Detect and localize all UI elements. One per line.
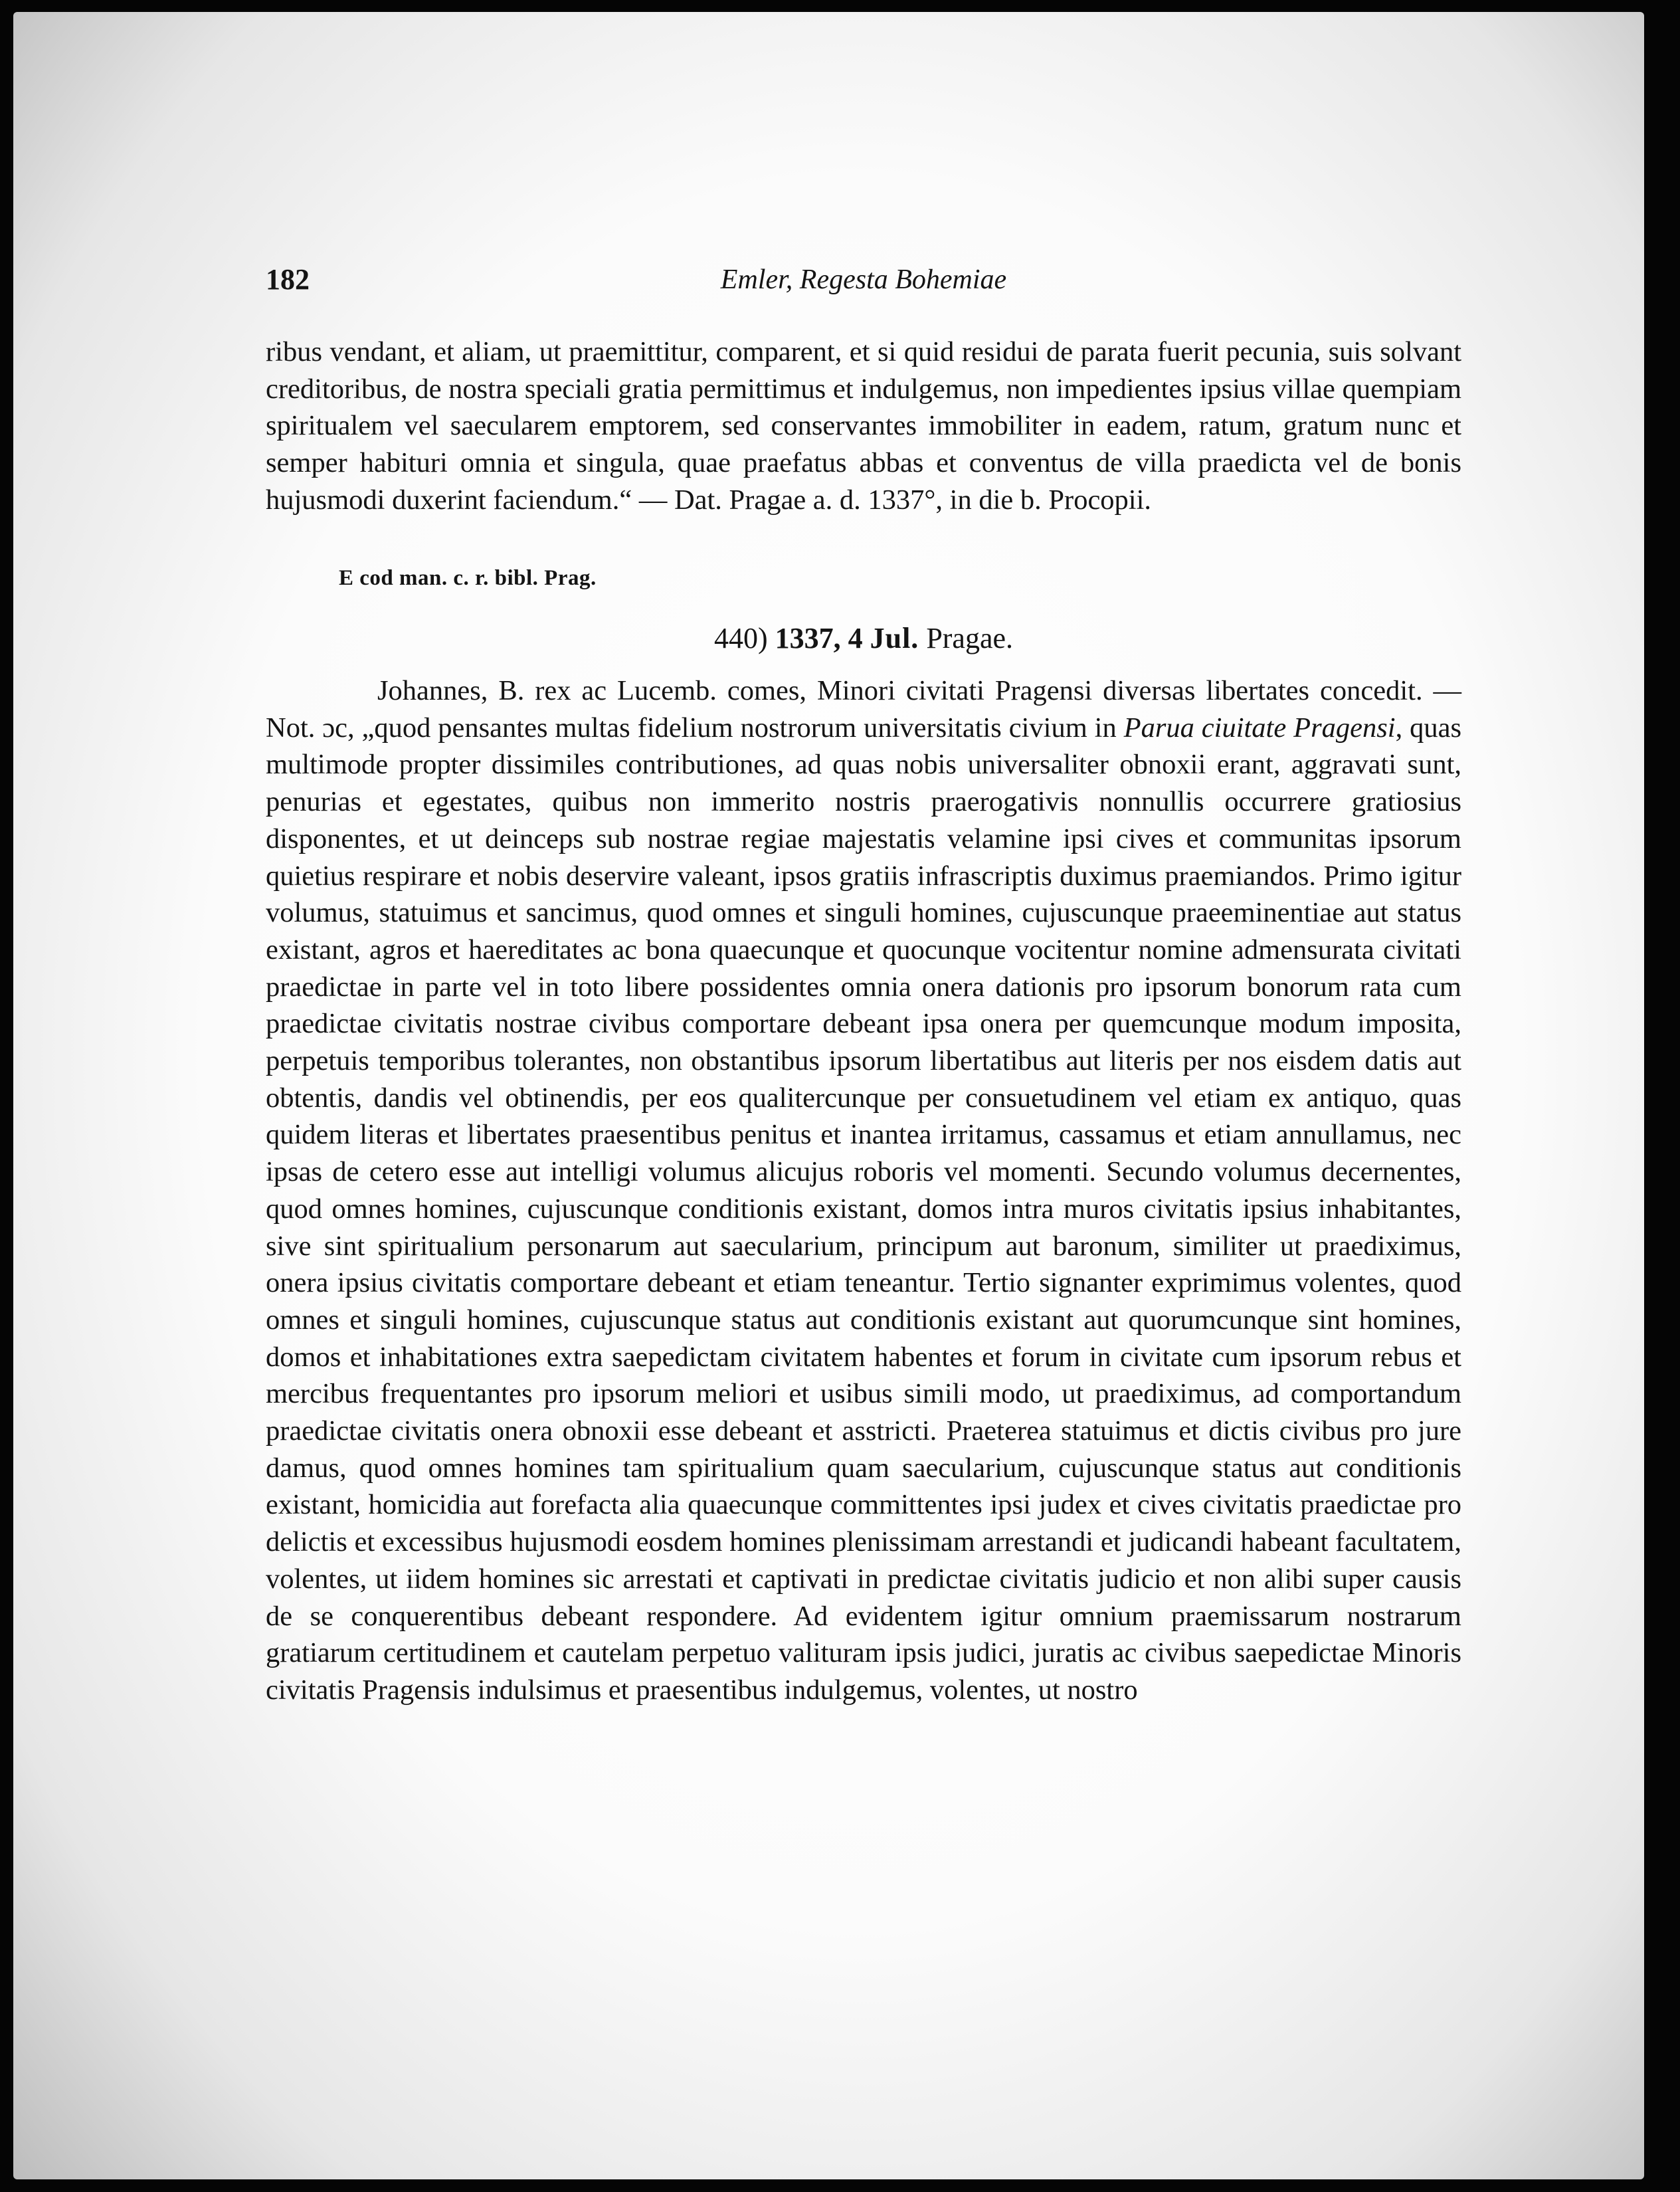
entry-body [266, 672, 1461, 1709]
entry-summary: Johannes, B. rex ac Lucemb. comes, Minori civitati Pragensi diversas libertates concedit. [377, 675, 1423, 706]
entry-text-italic: Parua ciuitate Pragensi [1123, 712, 1396, 744]
entry-place: Pragae. [926, 622, 1014, 654]
entry-number: 440) [713, 622, 768, 654]
entry-heading [266, 621, 1461, 655]
running-title: Emler, Regesta Bohemiae [720, 264, 1007, 295]
page-number: 182 [266, 263, 310, 296]
continuation-paragraph: ribus vendant, et aliam, ut praemittitur, comparent, et si quid residui de parata fuerit pecunia, suis solvant creditoribus, de nostra speciali gratia permittimus et indulgemus, non impedientes ipsius villae quempiam spiritualem vel saecularem emptorem, sed conservantes immobiliter in eadem, ratum, gratum nunc et semper habituri omnia et singula, quae praefatus abbas et conventus de villa praedicta vel de bonis hujusmodi duxerint faciendum.“ — Dat. Pragae a. d. 1337°, in die b. Procopii. [266, 336, 1461, 516]
entry-text-part2: , quas multimode propter dissimiles contributiones, ad quas nobis universaliter obnoxii erant, aggravati sunt, penurias et egestates, quibus non immerito nostris praerogativis nonnullis occurrere gratiosius disponentes, et ut deinceps sub nostrae regiae majestatis velamine ipsi cives et communitas ipsorum quietius respirare et nobis deservire valeant, ipsos gratiis infrascriptis duximus praemiandos. Primo igitur volumus, statuimus et sancimus, quod omnes et singuli homines, cujuscunque praeeminentiae aut status existant, agros et haereditates ac bona quaecunque et quocunque vocitentur nomine admensurata civitati praedictae in parte vel in toto libere possidentes omnia onera dationis pro ipsorum bonorum rata cum praedictae civitatis nostrae civibus comportare debeant ipsa onera per quemcunque modum imposita, perpetuis temporibus tolerantes, non obstantibus ipsorum libertatibus aut literis per nos eisdem datis aut obtentis, dandis vel obtinendis, per eos qualitercunque per consuetudinem vel etiam ex antiquo, quas quidem literas et libertates praesentibus penitus et inantea irritamus, cassamus et etiam annullamus, nec ipsas de cetero esse aut intelligi volumus alicujus roboris vel momenti. Secundo volumus decernentes, quod omnes homines, cujuscunque conditionis existant, domos intra muros civitatis ipsius inhabitantes, sive sint spiritualium personarum aut saecularium, principum aut baronum, similiter ut praediximus, onera ipsius civitatis comportare debeant et etiam teneantur. Tertio signanter exprimimus volentes, quod omnes et singuli homines, cujuscunque status aut conditionis existant aut quorumcunque sint homines, domos et inhabitationes extra saepedictam civitatem habentes et forum in civitate cum ipsorum rebus et mercibus frequentantes pro ipsorum meliori et usibus simili modo, ut praediximus, ad comportandum praedictae civitatis onera obnoxii esse debeant et asstricti. Praeterea statuimus et dictis civibus pro jure damus, quod omnes homines tam spiritualium quam saecularium, cujuscunque status aut conditionis existant, homicidia aut forefacta alia quaecunque committentes ipsi judex et cives civitatis praedictae pro delictis et excessibus hujusmodi eosdem homines plenissimam arrestandi et judicandi habeant facultatem, volentes, ut iidem homines sic arrestati et captivati in predictae civitatis judicio et non alibi super causis de se conquerentibus debeant respondere. Ad evidentem igitur omnium praemissarum nostrarum gratiarum certitudinem et cautelam perpetuo valituram ipsis judici, juratis ac civibus saepedictae Minoris civitatis Pragensis indulsimus et praesentibus indulgemus, volentes, ut nostro [266, 712, 1461, 1706]
entry-text-part1: — Not. ɔc, „quod pensantes multas fidelium nostrorum universitatis civium in [266, 675, 1462, 744]
source-note: E cod man. c. r. bibl. Prag. [339, 566, 597, 590]
entry-month: Jul. [870, 622, 919, 654]
entry-date: 1337, 4 [775, 622, 863, 654]
page-header [266, 262, 1461, 302]
